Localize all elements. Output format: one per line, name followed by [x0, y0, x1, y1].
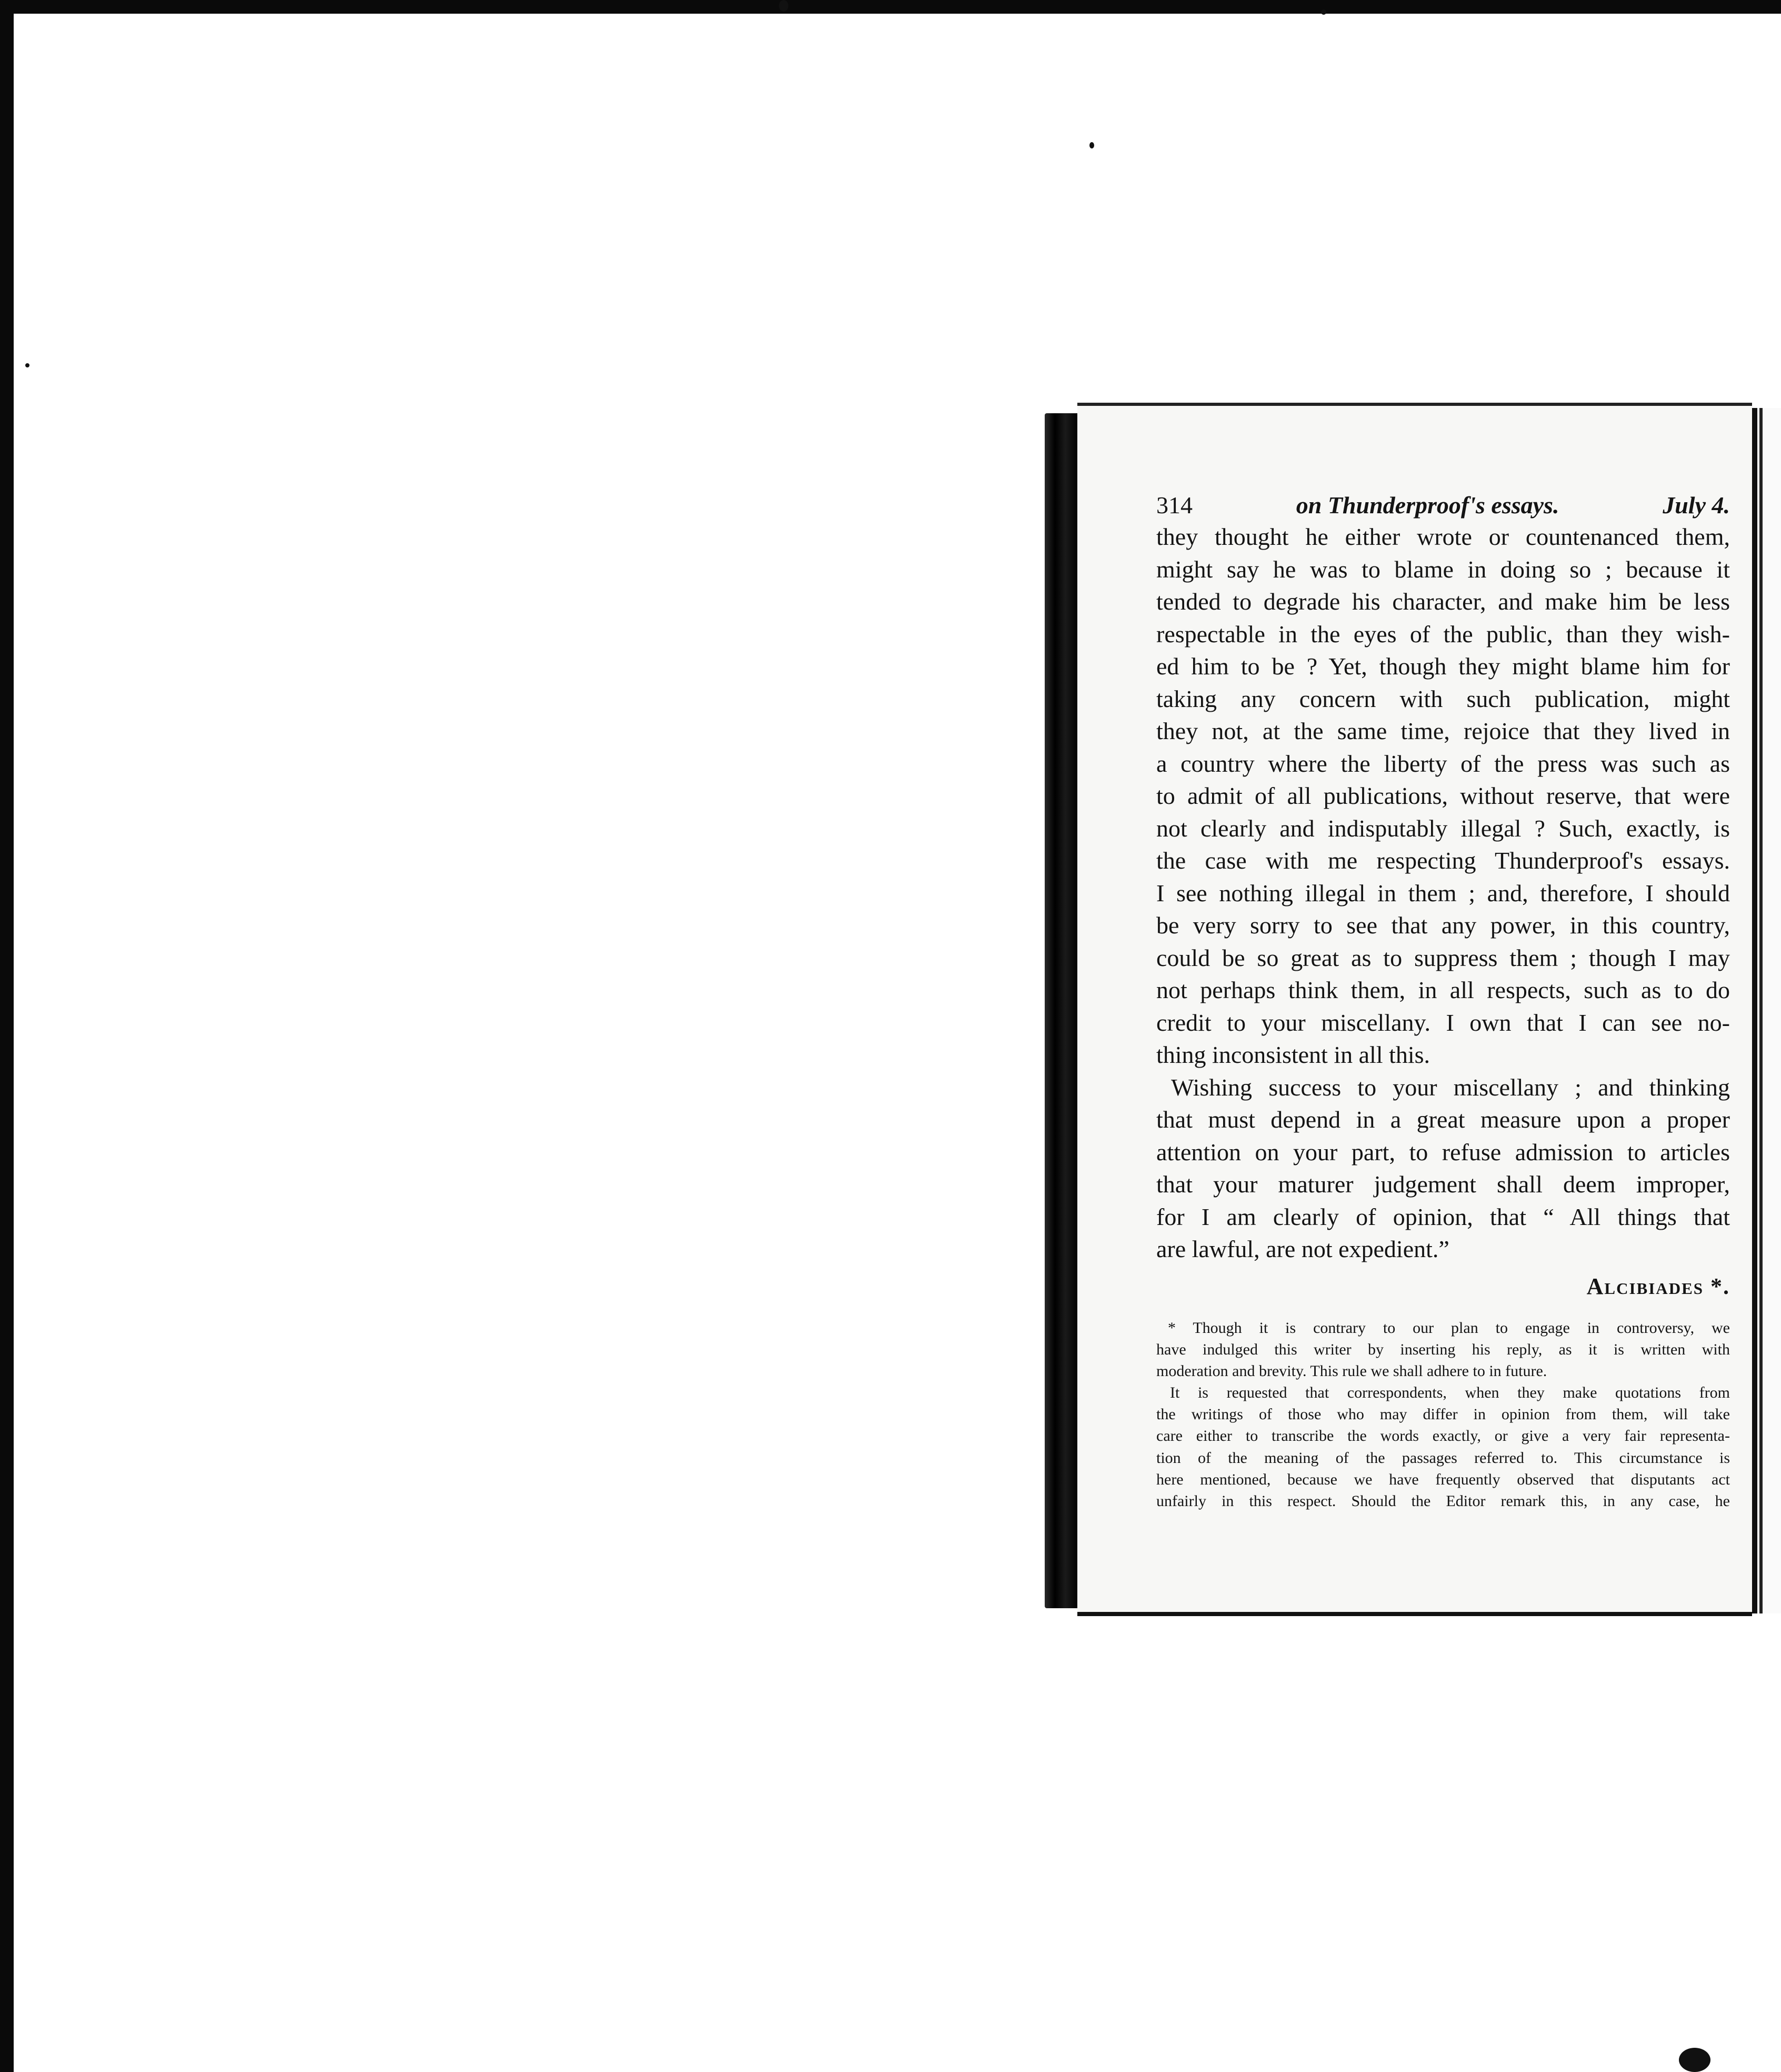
text-line: a country where the liberty of the press was such as — [1156, 750, 1730, 777]
scan-border-left — [0, 0, 14, 2072]
text-line: taking any concern with such publication, might — [1156, 685, 1730, 712]
footnote-line: * Though it is contrary to our plan to engage in controversy, we — [1168, 1319, 1730, 1337]
running-date: July 4. — [1663, 492, 1730, 519]
text-line: the case with me respecting Thunderproof's essays. — [1156, 847, 1730, 874]
text-line: tended to degrade his character, and make him be less — [1156, 588, 1730, 615]
text-line: be very sorry to see that any power, in this country, — [1156, 912, 1730, 939]
text-line: might say he was to blame in doing so ; because it — [1156, 555, 1730, 583]
text-line: I see nothing illegal in them ; and, therefore, I should — [1156, 879, 1730, 906]
closing-paragraph — [1156, 1071, 1730, 1266]
text-line: respectable in the eyes of the public, than they wish- — [1156, 620, 1730, 647]
text-line: that your maturer judgement shall deem improper, — [1156, 1171, 1730, 1198]
footnote-line: moderation and brevity. This rule we shall adhere to in future. — [1156, 1362, 1547, 1380]
text-line: that must depend in a great measure upon a proper — [1156, 1106, 1730, 1133]
running-title: on Thunderproof's essays. — [1296, 492, 1559, 519]
footnotes — [1156, 1317, 1730, 1512]
text-line: are lawful, are not expedient.” — [1156, 1236, 1449, 1262]
text-line: attention on your part, to refuse admission to articles — [1156, 1138, 1730, 1166]
footnote-line: care either to transcribe the words exactly, or give a very fair representa- — [1156, 1427, 1730, 1445]
footnote-line: unfairly in this respect. Should the Editor remark this, in any case, he — [1156, 1492, 1730, 1510]
text-line: to admit of all publications, without reserve, that were — [1156, 782, 1730, 809]
text-line: for I am clearly of opinion, that “ All things that — [1156, 1203, 1730, 1230]
page-number: 314 — [1156, 492, 1193, 519]
scan-speck — [779, 0, 788, 12]
text-line: they not, at the same time, rejoice that they lived in — [1156, 718, 1730, 744]
scan-border-top — [0, 0, 1781, 14]
page-text — [1156, 490, 1730, 1512]
footnote-line: It is requested that correspondents, when they make quotations from — [1170, 1384, 1730, 1402]
running-head — [1156, 490, 1730, 521]
footnote-line: have indulged this writer by inserting his reply, as it is written with — [1156, 1340, 1730, 1358]
text-line: Wishing success to your miscellany ; and thinking — [1171, 1073, 1730, 1101]
page — [1077, 403, 1752, 1616]
facing-page-edge — [1752, 408, 1781, 1613]
scan-speck — [1679, 2048, 1710, 2072]
text-line: not perhaps think them, in all respects, such as to do — [1156, 977, 1730, 1003]
footnote-line: here mentioned, because we have frequently observed that disputants act — [1156, 1470, 1730, 1488]
text-line: ed him to be ? Yet, though they might blame him for — [1156, 653, 1730, 680]
text-line: not clearly and indisputably illegal ? Such, exactly, is — [1156, 814, 1730, 842]
book-spine — [1045, 413, 1079, 1608]
text-line: thing inconsistent in all this. — [1156, 1041, 1430, 1068]
scan-speck — [1321, 9, 1326, 15]
signature: Alcibiades *. — [1586, 1273, 1730, 1299]
text-line: they thought he either wrote or countenanced them, — [1156, 523, 1730, 550]
footnote-line: the writings of those who may differ in opinion from them, will take — [1156, 1406, 1730, 1423]
body-paragraph — [1156, 521, 1730, 1071]
book-page-scan — [1045, 403, 1781, 1619]
scan-speck — [1089, 142, 1094, 148]
scan-speck — [25, 363, 29, 367]
text-line: could be so great as to suppress them ; though I may — [1156, 944, 1730, 971]
text-line: credit to your miscellany. I own that I can see no- — [1156, 1009, 1730, 1036]
footnote-line: tion of the meaning of the passages referred to. This circumstance is — [1156, 1449, 1730, 1467]
